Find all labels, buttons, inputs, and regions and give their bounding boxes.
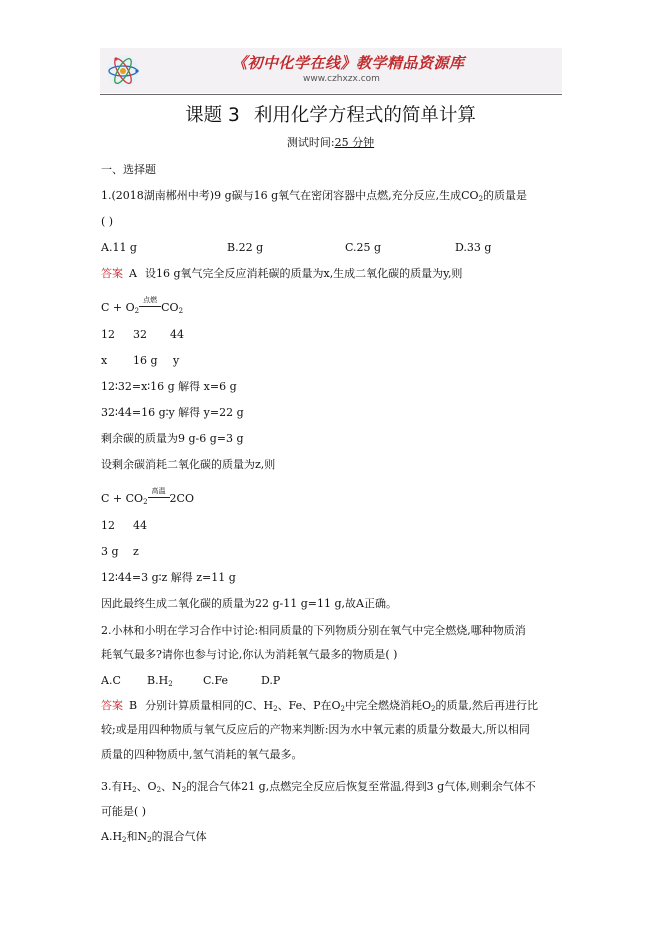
q3-option-a: $A.H_2$和$N_2$的混合气体 (101, 830, 207, 844)
q2-answer: 答案 B 分别计算质量相同的C、$H_2$、Fe、P在$O_2$中完全燃烧消耗$O_2$的质量,然后再进行比 (101, 699, 539, 713)
q2-option-d: D.P (261, 674, 281, 687)
q1-option-b: B.22 g (227, 241, 264, 254)
q3-stem: 3.有$H_2$、$O_2$、$N_2$的混合气体21 g,点燃完全反应后恢复至常温,得到3 g气体,则剩余气体不 (101, 780, 536, 794)
q2-stem-2: 耗氧气最多?请你也参与讨论,你认为消耗氧气最多的物质是( ) (101, 648, 398, 661)
section-heading: 一、选择题 (101, 163, 156, 176)
lesson-name: 利用化学方程式的简单计算 (253, 105, 476, 126)
q2-answer-line-2: 较;或是用四种物质与氧气反应后的产物来判断:因为水中氧元素的质量分数最大,所以相同 (101, 723, 530, 736)
q1-options (101, 240, 491, 255)
answer-label: 答案 (101, 699, 123, 712)
q1-option-c: C.25 g (345, 241, 382, 254)
q1-calc-3: 12∶44=3 g∶z 解得 z=11 g (101, 571, 236, 584)
q2-option-c: C.Fe (203, 674, 229, 687)
q1-answer: 答案 A 设16 g氧气完全反应消耗碳的质量为x,生成二氧化碳的质量为y,则 (101, 267, 463, 280)
header-divider (100, 94, 562, 95)
q1-eq1-vars: x 16 g y (101, 354, 180, 367)
q1-assume-2: 设剩余碳消耗二氧化碳的质量为z,则 (101, 458, 276, 471)
q1-option-a: A.11 g (101, 241, 137, 254)
q2-option-a: A.C (101, 674, 121, 687)
test-time-value: 25 分钟 (334, 136, 375, 149)
answer-label: 答案 (101, 267, 123, 280)
reaction-condition: 高温 (151, 487, 166, 495)
lesson-number: 课题 3 (185, 105, 240, 126)
page-title (0, 101, 661, 127)
atom-logo-icon (102, 50, 144, 92)
reaction-condition: 点燃 (143, 296, 158, 304)
test-time: 测试时间:25 分钟 (286, 136, 375, 149)
q1-stem-blank: ( ) (101, 215, 114, 228)
q1-equation-2: $C + CO_2$ 高温 2CO (101, 491, 194, 506)
q2-answer-line-3: 质量的四种物质中,氢气消耗的氧气最多。 (101, 748, 303, 761)
q1-option-d: D.33 g (455, 241, 492, 254)
q1-eq2-vars: 3 g z (101, 545, 139, 558)
q1-calc-1: 12∶32=x∶16 g 解得 x=6 g (101, 380, 237, 393)
q1-equation-1: $C + O_2$ 点燃 $CO_2$ (101, 300, 183, 315)
q2-stem-1: 2.小林和小明在学习合作中讨论:相同质量的下列物质分别在氧气中完全燃烧,哪种物质消 (101, 624, 526, 637)
q1-stem: 1.(2018湖南郴州中考)9 g碳与16 g氧气在密闭容器中点燃,充分反应,生成$CO_2$的质量是 (101, 189, 528, 203)
q3-stem-2: 可能是( ) (101, 805, 147, 818)
q1-eq2-masses: 12 44 (101, 519, 147, 532)
q1-calc-2: 32∶44=16 g∶y 解得 y=22 g (101, 406, 244, 419)
q1-eq1-masses: 12 32 44 (101, 328, 184, 341)
q1-conclusion: 因此最终生成二氧化碳的质量为22 g-11 g=11 g,故A正确。 (101, 597, 397, 610)
q1-remain: 剩余碳的质量为9 g-6 g=3 g (101, 432, 244, 445)
q2-options (101, 673, 280, 688)
banner-title: 《初中化学在线》教学精品资源库 (232, 54, 465, 72)
banner-url: www.czhxzx.com (303, 74, 380, 84)
q2-option-b: $B.H_2$ (147, 674, 173, 688)
